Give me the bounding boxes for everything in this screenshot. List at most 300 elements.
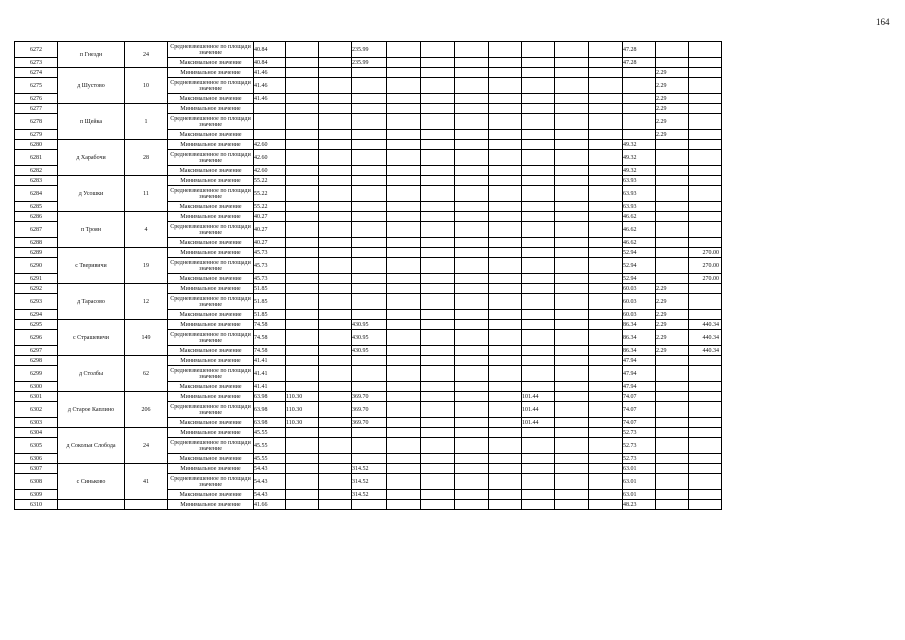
value-cell: 45.55 <box>254 438 286 454</box>
row-id: 6274 <box>15 68 58 78</box>
value-cell <box>387 274 421 284</box>
value-cell <box>522 94 555 104</box>
value-cell <box>589 166 623 176</box>
value-cell <box>286 166 319 176</box>
value-cell <box>352 500 387 510</box>
value-cell: 46.62 <box>623 212 656 222</box>
population: 12 <box>125 284 168 320</box>
value-cell: 47.94 <box>623 382 656 392</box>
row-id: 6290 <box>15 258 58 274</box>
settlement-name: д Столбы <box>58 356 125 392</box>
value-cell <box>455 356 489 366</box>
value-cell <box>319 114 352 130</box>
value-cell <box>522 500 555 510</box>
value-cell <box>455 78 489 94</box>
value-cell <box>689 104 722 114</box>
value-cell <box>286 428 319 438</box>
value-cell <box>421 428 455 438</box>
value-cell <box>589 346 623 356</box>
value-cell <box>555 104 589 114</box>
value-cell <box>555 176 589 186</box>
value-cell <box>254 130 286 140</box>
value-cell <box>555 42 589 58</box>
value-cell: 63.01 <box>623 474 656 490</box>
value-cell <box>319 310 352 320</box>
value-cell <box>656 392 689 402</box>
settlement-name: д Шустово <box>58 68 125 104</box>
value-cell <box>286 248 319 258</box>
value-cell <box>623 68 656 78</box>
value-cell <box>522 438 555 454</box>
value-type-label: Максимальное значение <box>168 202 254 212</box>
value-cell <box>455 454 489 464</box>
value-cell <box>286 104 319 114</box>
value-cell <box>689 382 722 392</box>
page-number: 164 <box>876 17 890 27</box>
value-cell <box>455 418 489 428</box>
value-cell <box>589 500 623 510</box>
value-cell: 51.85 <box>254 310 286 320</box>
table-row <box>15 42 722 58</box>
value-cell <box>589 238 623 248</box>
value-cell <box>455 238 489 248</box>
row-id: 6276 <box>15 94 58 104</box>
value-cell <box>555 212 589 222</box>
value-cell <box>555 294 589 310</box>
value-cell <box>352 94 387 104</box>
value-cell <box>319 248 352 258</box>
value-cell <box>319 166 352 176</box>
value-cell <box>421 238 455 248</box>
value-cell <box>522 166 555 176</box>
value-cell <box>286 294 319 310</box>
value-cell <box>387 78 421 94</box>
value-cell <box>555 186 589 202</box>
value-cell <box>286 222 319 238</box>
value-cell: 74.58 <box>254 330 286 346</box>
value-cell <box>555 464 589 474</box>
value-cell <box>455 438 489 454</box>
row-id: 6292 <box>15 284 58 294</box>
value-type-label: Средневзвешенное по площади значение <box>168 78 254 94</box>
value-cell <box>421 248 455 258</box>
value-cell: 2.29 <box>656 294 689 310</box>
value-cell <box>421 58 455 68</box>
value-cell <box>421 356 455 366</box>
value-cell: 45.73 <box>254 248 286 258</box>
value-cell <box>522 42 555 58</box>
row-id: 6308 <box>15 474 58 490</box>
value-type-label: Средневзвешенное по площади значение <box>168 150 254 166</box>
value-cell <box>589 454 623 464</box>
value-cell <box>387 58 421 68</box>
value-cell <box>286 382 319 392</box>
value-cell <box>387 418 421 428</box>
value-cell: 48.23 <box>623 500 656 510</box>
value-cell <box>319 346 352 356</box>
population: 41 <box>125 464 168 500</box>
value-cell <box>286 94 319 104</box>
value-cell <box>421 294 455 310</box>
value-cell <box>286 284 319 294</box>
value-cell <box>489 78 522 94</box>
value-cell <box>489 212 522 222</box>
value-cell <box>489 130 522 140</box>
value-cell: 41.41 <box>254 382 286 392</box>
value-cell: 74.58 <box>254 346 286 356</box>
table-row <box>15 392 722 402</box>
value-cell <box>455 490 489 500</box>
value-cell <box>421 310 455 320</box>
value-cell <box>689 212 722 222</box>
value-cell <box>689 464 722 474</box>
settlement-name: д Усошки <box>58 176 125 212</box>
value-cell <box>589 474 623 490</box>
value-cell <box>522 464 555 474</box>
value-cell: 42.60 <box>254 150 286 166</box>
value-cell <box>352 274 387 284</box>
value-cell: 369.70 <box>352 392 387 402</box>
value-cell: 47.94 <box>623 366 656 382</box>
value-cell <box>589 68 623 78</box>
value-cell <box>421 94 455 104</box>
value-cell <box>455 274 489 284</box>
value-cell <box>589 284 623 294</box>
value-cell <box>522 428 555 438</box>
row-id: 6310 <box>15 500 58 510</box>
value-cell <box>455 114 489 130</box>
value-cell: 235.99 <box>352 58 387 68</box>
value-cell <box>689 500 722 510</box>
population: 4 <box>125 212 168 248</box>
value-cell: 51.85 <box>254 284 286 294</box>
value-cell <box>555 114 589 130</box>
value-cell <box>555 418 589 428</box>
value-cell <box>455 248 489 258</box>
value-cell <box>522 212 555 222</box>
value-cell <box>387 94 421 104</box>
value-cell: 110.30 <box>286 418 319 428</box>
row-id: 6277 <box>15 104 58 114</box>
value-cell <box>656 176 689 186</box>
value-cell <box>421 78 455 94</box>
row-id: 6291 <box>15 274 58 284</box>
value-cell: 430.95 <box>352 320 387 330</box>
table-row <box>15 320 722 330</box>
row-id: 6280 <box>15 140 58 150</box>
value-type-label: Минимальное значение <box>168 176 254 186</box>
value-cell <box>387 212 421 222</box>
value-cell <box>286 42 319 58</box>
value-cell <box>455 222 489 238</box>
value-cell: 47.94 <box>623 356 656 366</box>
value-cell <box>286 274 319 284</box>
value-cell <box>455 68 489 78</box>
value-cell <box>387 366 421 382</box>
value-cell <box>689 490 722 500</box>
value-cell <box>455 500 489 510</box>
table-row <box>15 140 722 150</box>
value-type-label: Средневзвешенное по площади значение <box>168 474 254 490</box>
value-cell <box>286 320 319 330</box>
value-cell <box>286 454 319 464</box>
value-cell: 60.03 <box>623 294 656 310</box>
value-cell <box>522 222 555 238</box>
table-row <box>15 68 722 78</box>
value-cell <box>689 356 722 366</box>
settlement-name <box>58 500 125 510</box>
value-cell <box>656 474 689 490</box>
value-cell: 60.03 <box>623 284 656 294</box>
value-cell <box>489 346 522 356</box>
value-cell <box>421 176 455 186</box>
value-cell <box>421 140 455 150</box>
row-id: 6295 <box>15 320 58 330</box>
value-cell <box>286 150 319 166</box>
value-cell: 74.07 <box>623 392 656 402</box>
value-cell <box>489 114 522 130</box>
value-cell <box>352 366 387 382</box>
population: 28 <box>125 140 168 176</box>
table-row <box>15 464 722 474</box>
value-cell <box>387 104 421 114</box>
value-cell <box>689 454 722 464</box>
value-cell <box>387 490 421 500</box>
value-cell <box>319 258 352 274</box>
value-cell <box>352 130 387 140</box>
value-cell <box>489 284 522 294</box>
value-cell <box>522 474 555 490</box>
value-cell <box>286 186 319 202</box>
value-cell <box>689 78 722 94</box>
value-cell <box>656 166 689 176</box>
population: 1 <box>125 104 168 140</box>
value-cell: 2.29 <box>656 330 689 346</box>
value-cell <box>489 58 522 68</box>
value-cell <box>689 284 722 294</box>
value-cell <box>387 500 421 510</box>
row-id: 6293 <box>15 294 58 310</box>
value-cell <box>387 438 421 454</box>
value-cell <box>319 78 352 94</box>
value-cell <box>421 284 455 294</box>
value-cell <box>623 104 656 114</box>
value-type-label: Максимальное значение <box>168 238 254 248</box>
value-cell <box>589 212 623 222</box>
value-cell <box>387 130 421 140</box>
value-cell <box>589 366 623 382</box>
value-cell <box>656 490 689 500</box>
value-cell <box>387 150 421 166</box>
value-cell <box>623 78 656 94</box>
value-cell <box>352 428 387 438</box>
value-cell <box>319 402 352 418</box>
value-cell <box>689 202 722 212</box>
value-cell <box>489 402 522 418</box>
value-cell <box>352 438 387 454</box>
value-cell: 2.29 <box>656 78 689 94</box>
value-cell <box>319 294 352 310</box>
value-cell <box>656 202 689 212</box>
value-cell <box>455 366 489 382</box>
value-cell <box>489 68 522 78</box>
value-cell <box>421 104 455 114</box>
settlement-name: д Сокольи Слобода <box>58 428 125 464</box>
value-type-label: Минимальное значение <box>168 320 254 330</box>
value-cell <box>421 346 455 356</box>
value-cell <box>352 104 387 114</box>
row-id: 6307 <box>15 464 58 474</box>
value-cell <box>522 294 555 310</box>
row-id: 6305 <box>15 438 58 454</box>
row-id: 6285 <box>15 202 58 212</box>
value-cell: 52.73 <box>623 454 656 464</box>
row-id: 6294 <box>15 310 58 320</box>
value-cell <box>319 464 352 474</box>
value-cell: 47.28 <box>623 58 656 68</box>
value-cell: 55.22 <box>254 176 286 186</box>
value-cell <box>387 310 421 320</box>
value-cell <box>421 464 455 474</box>
value-cell <box>489 500 522 510</box>
value-cell <box>319 356 352 366</box>
value-cell <box>455 428 489 438</box>
value-cell: 52.94 <box>623 274 656 284</box>
value-cell <box>589 428 623 438</box>
value-cell: 49.32 <box>623 140 656 150</box>
row-id: 6286 <box>15 212 58 222</box>
settlement-name: д Тарасово <box>58 284 125 320</box>
value-cell <box>656 366 689 382</box>
value-cell <box>387 114 421 130</box>
value-cell <box>319 438 352 454</box>
population <box>125 500 168 510</box>
settlement-name: п Троян <box>58 212 125 248</box>
value-cell <box>387 320 421 330</box>
value-cell <box>421 438 455 454</box>
value-cell <box>455 464 489 474</box>
value-cell <box>555 258 589 274</box>
value-cell <box>689 42 722 58</box>
value-cell <box>522 202 555 212</box>
value-type-label: Средневзвешенное по площади значение <box>168 330 254 346</box>
value-cell <box>455 382 489 392</box>
value-type-label: Средневзвешенное по площади значение <box>168 366 254 382</box>
row-id: 6283 <box>15 176 58 186</box>
value-cell: 86.34 <box>623 346 656 356</box>
value-cell <box>589 310 623 320</box>
value-cell <box>387 294 421 310</box>
value-cell <box>522 258 555 274</box>
value-cell: 41.41 <box>254 356 286 366</box>
value-cell: 430.95 <box>352 330 387 346</box>
row-id: 6281 <box>15 150 58 166</box>
value-cell <box>387 454 421 464</box>
value-cell <box>689 130 722 140</box>
value-cell <box>489 320 522 330</box>
value-cell <box>319 140 352 150</box>
value-cell <box>522 382 555 392</box>
value-cell <box>555 382 589 392</box>
population: 206 <box>125 392 168 428</box>
value-cell <box>254 114 286 130</box>
value-cell <box>319 202 352 212</box>
value-cell: 41.66 <box>254 500 286 510</box>
value-cell <box>489 294 522 310</box>
value-cell <box>421 274 455 284</box>
value-cell <box>387 428 421 438</box>
value-cell <box>455 140 489 150</box>
table-row <box>15 176 722 186</box>
value-cell <box>589 248 623 258</box>
value-cell <box>489 490 522 500</box>
value-type-label: Максимальное значение <box>168 310 254 320</box>
value-cell: 2.29 <box>656 104 689 114</box>
value-cell <box>319 212 352 222</box>
value-cell <box>589 42 623 58</box>
value-cell <box>319 366 352 382</box>
value-cell <box>555 392 589 402</box>
value-cell <box>387 382 421 392</box>
value-cell <box>522 114 555 130</box>
value-cell <box>421 150 455 166</box>
value-cell: 45.73 <box>254 258 286 274</box>
value-cell <box>421 418 455 428</box>
row-id: 6299 <box>15 366 58 382</box>
value-cell <box>522 68 555 78</box>
value-cell <box>656 212 689 222</box>
value-cell <box>352 248 387 258</box>
settlement-name: с Тверивичи <box>58 248 125 284</box>
value-cell <box>656 248 689 258</box>
value-cell <box>555 222 589 238</box>
value-cell <box>555 454 589 464</box>
value-cell: 41.41 <box>254 366 286 382</box>
value-cell <box>455 176 489 186</box>
value-cell <box>589 130 623 140</box>
value-cell <box>387 68 421 78</box>
value-cell: 40.27 <box>254 238 286 248</box>
row-id: 6300 <box>15 382 58 392</box>
value-cell <box>286 500 319 510</box>
value-cell <box>689 294 722 310</box>
row-id: 6303 <box>15 418 58 428</box>
value-cell <box>656 454 689 464</box>
value-cell <box>387 222 421 238</box>
value-cell <box>489 258 522 274</box>
population: 24 <box>125 428 168 464</box>
value-cell <box>319 68 352 78</box>
value-type-label: Минимальное значение <box>168 464 254 474</box>
value-cell: 86.34 <box>623 320 656 330</box>
value-cell: 52.94 <box>623 248 656 258</box>
value-cell <box>286 130 319 140</box>
value-cell <box>656 58 689 68</box>
value-cell <box>589 202 623 212</box>
value-cell <box>555 78 589 94</box>
value-cell <box>387 284 421 294</box>
value-cell <box>589 320 623 330</box>
value-cell <box>319 94 352 104</box>
value-type-label: Средневзвешенное по площади значение <box>168 258 254 274</box>
value-cell <box>589 356 623 366</box>
value-cell <box>319 418 352 428</box>
settlement-name: п Гнездн <box>58 42 125 68</box>
value-cell <box>352 222 387 238</box>
value-cell <box>689 166 722 176</box>
value-cell <box>555 438 589 454</box>
value-cell <box>589 438 623 454</box>
